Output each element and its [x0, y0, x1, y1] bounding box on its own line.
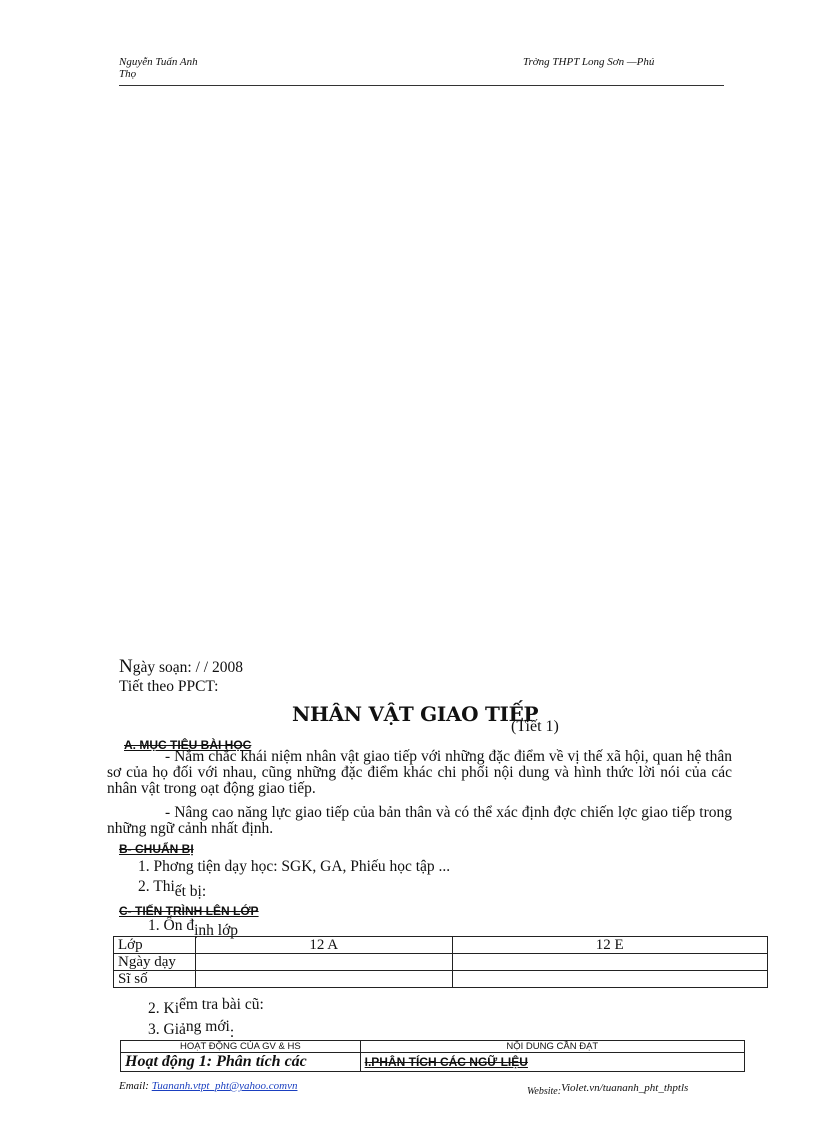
table-row — [121, 1041, 745, 1053]
activity-table — [120, 1040, 745, 1072]
header-author-line2: Thọ — [119, 68, 137, 80]
email-label: Email: — [119, 1080, 152, 1092]
section-b-heading: B- CHUẨN BỊ — [119, 842, 194, 856]
section-c-item-2-end: ểm tra bài cũ: — [179, 996, 264, 1013]
table-header-cell: Lớp — [114, 937, 196, 954]
section-c-item-3 — [148, 1018, 235, 1041]
section-b-item-1: 1. Phơng tiện dạy học: SGK, GA, Phiếu học tập ... — [138, 858, 451, 875]
section-b-item-2-start: 2. Thi — [138, 878, 175, 895]
section-c-item-2-start: 2. Ki — [148, 1000, 179, 1017]
email-link[interactable]: Tuananh.vtpt_pht@yahoo.comvn — [151, 1080, 298, 1092]
table-row-label: Ngày dạy — [114, 954, 196, 971]
table-cell — [195, 971, 452, 988]
header-school: Trờng THPT Long Sơn —Phú — [523, 56, 655, 68]
footer-email — [119, 1080, 297, 1092]
page-title: NHÂN VẬT GIAO TIẾP — [292, 702, 539, 726]
footer-website — [527, 1082, 689, 1097]
content-cell: I.PHÂN TÍCH CÁC NGỮ LIỆU — [360, 1053, 744, 1072]
header-rule — [119, 85, 724, 86]
activity-col-header: HOẠT ĐỘNG CỦA GV & HS — [121, 1041, 361, 1053]
header-author: Nguyễn Tuấn Anh — [119, 56, 198, 68]
section-c-item-2 — [148, 996, 264, 1017]
website-text: Violet.vn/tuananh_pht_thptls — [561, 1082, 689, 1094]
section-c-item-1-end: ịnh lớp — [194, 922, 239, 939]
website-label: Website: — [527, 1086, 562, 1097]
section-b-item-2-end: ết bị: — [174, 883, 207, 900]
period-line: Tiết theo PPCT: — [119, 678, 219, 695]
table-row — [114, 971, 768, 988]
section-a-paragraph-1: - Nắm chắc khái niệm nhân vật giao tiếp với những đặc điểm về vị thế xã hội, quan hệ thân sơ của họ đối với nhau, cũng những đặc điểm khác chi phối nội dung và hình thức lời nói của các nhân vật trong oạt động giao tiếp. — [107, 748, 732, 797]
section-c-item-1-start: 1. Ổn đ — [148, 917, 195, 934]
page-subtitle: (Tiết 1) — [511, 718, 559, 735]
content-col-header: NỘI DUNG CẦN ĐẠT — [360, 1041, 744, 1053]
table-row — [114, 937, 768, 954]
section-c-item-3-end: : — [229, 1024, 235, 1041]
table-cell — [452, 954, 768, 971]
class-table — [113, 936, 768, 988]
date-line — [119, 657, 243, 676]
date-initial: N — [119, 656, 133, 677]
table-header-cell: 12 E — [452, 937, 768, 954]
section-b-item-2 — [138, 878, 207, 900]
section-c-heading: C- TIẾN TRÌNH LÊN LỚP — [119, 904, 259, 918]
section-a-paragraph-2: - Nâng cao năng lực giao tiếp của bản thân và có thể xác định đợc chiến lợc giao tiếp trong những ngữ cảnh nhất định. — [107, 804, 732, 837]
activity-cell: Hoạt động 1: Phân tích các — [121, 1053, 361, 1072]
table-cell — [452, 971, 768, 988]
section-c-item-3-mid: ng mới — [185, 1018, 230, 1035]
table-header-cell: 12 A — [195, 937, 452, 954]
section-c-item-1 — [148, 917, 239, 939]
table-row — [121, 1053, 745, 1072]
date-text: gày soạn: / / 2008 — [132, 659, 243, 676]
table-row — [114, 954, 768, 971]
table-cell — [195, 954, 452, 971]
section-c-item-3-start: 3. Giả — [148, 1021, 186, 1038]
table-row-label: Sĩ số — [114, 971, 196, 988]
section-a-heading: A. MỤC TIÊU BÀI HỌC — [124, 738, 252, 752]
